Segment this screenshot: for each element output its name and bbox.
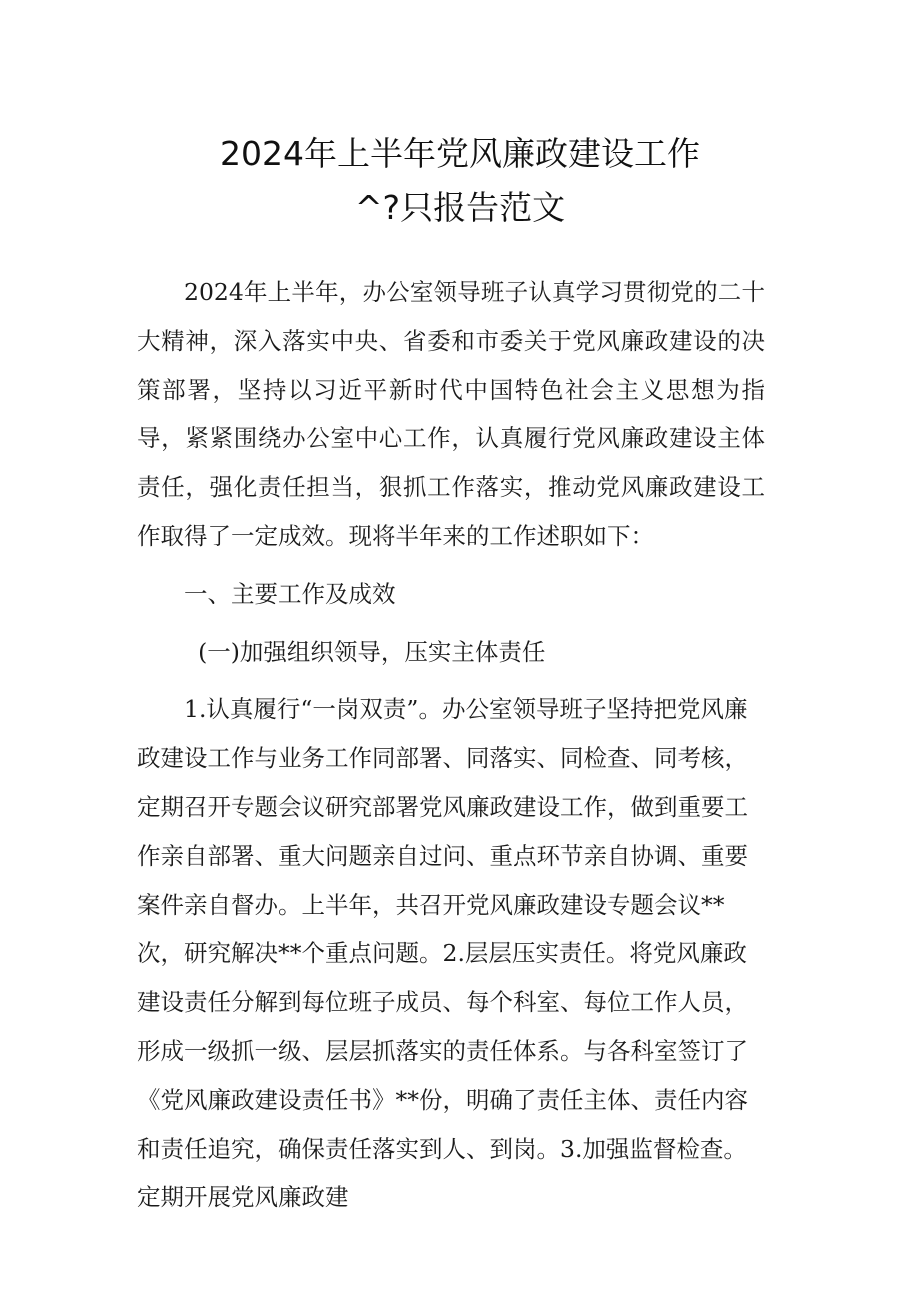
body-paragraph: 1.认真履行“一岗双责”。办公室领导班子坚持把党风廉政建设工作与业务工作同部署、同落实、同检查、同考核，定期召开专题会议研究部署党风廉政建设工作，做到重要工作亲自部署、重大问题亲自过问、重点环节亲自协调、重要案件亲自督办。上半年，共召开党风廉政建设专题会议**次，研究解决**个重点问题。2.层层压实责任。将党风廉政建设责任分解到每位班子成员、每个科室、每位工作人员，形成一级抓一级、层层抓落实的责任体系。与各科室签订了《党风廉政建设责任书》**份，明确了责任主体、责任内容和责任追究，确保责任落实到人、到岗。3.加强监督检查。定期开展党风廉政建	[137, 695, 748, 1212]
intro-paragraph: 2024年上半年，办公室领导班子认真学习贯彻党的二十大精神，深入落实中央、省委和市委关于党风廉政建设的决策部署，坚持以习近平新时代中国特色社会主义思想为指导，紧紧围绕办公室中心工作，认真履行党风廉政建设主体责任，强化责任担当，狠抓工作落实，推动党风廉政建设工作取得了一定成效。现将半年来的工作述职如下：	[137, 278, 765, 550]
document-title-line-1: 2024年上半年党风廉政建设工作	[220, 134, 700, 173]
document-body	[137, 268, 765, 1222]
document-title-line-2: ^?只报告范文	[354, 188, 566, 227]
subsection-heading: (一)加强组织领导，压实主体责任	[198, 637, 546, 666]
section-heading: 一、主要工作及成效	[184, 579, 396, 608]
